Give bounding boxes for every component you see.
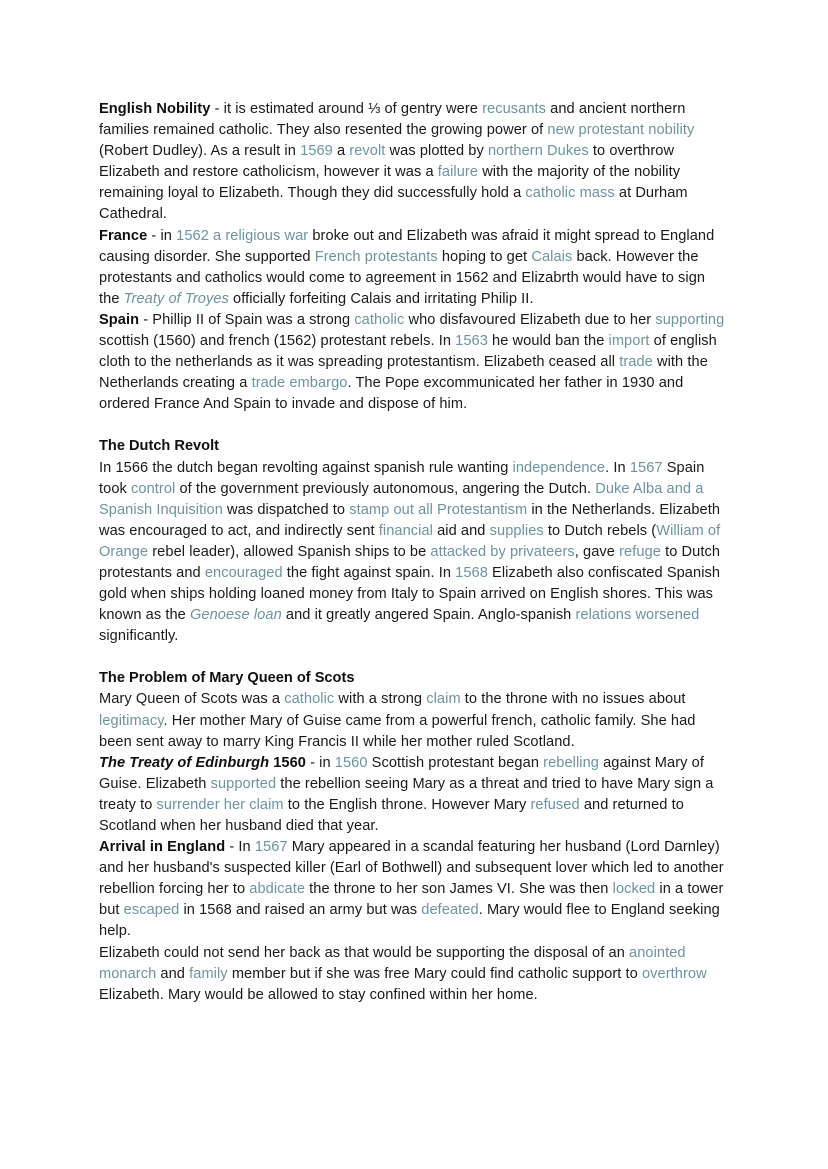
highlighted-text: relations worsened (575, 607, 700, 624)
body-text: of the government previously autonomous, angering the Dutch. (175, 480, 596, 497)
highlighted-text: Treaty of Troyes (123, 290, 229, 307)
body-text: was plotted by (385, 143, 488, 160)
body-text: and ancient northern families remained catholic. They also resented the growing power of (99, 101, 686, 139)
body-text: he would ban the (487, 333, 609, 350)
paragraph (99, 458, 727, 648)
body-text: and (156, 965, 190, 982)
highlighted-text: 1560 (334, 754, 368, 771)
highlighted-text: escaped (123, 902, 180, 919)
emphasis-text: The Treaty of Edinburgh (99, 754, 270, 771)
body-text: member but if she was free Mary could find catholic support to (227, 965, 642, 982)
highlighted-text: defeated (421, 902, 479, 919)
body-text: broke out and Elizabeth was afraid it might spread to England causing disorder. She supported (99, 227, 715, 265)
body-text: , gave (574, 543, 620, 560)
section-heading: The Problem of Mary Queen of Scots (99, 670, 355, 687)
emphasis-text: Spain (99, 311, 140, 328)
highlighted-text: catholic mass (525, 185, 615, 202)
emphasis-text: France (99, 227, 148, 244)
highlighted-text: attacked by privateers (430, 543, 575, 560)
body-text: with a strong (334, 691, 427, 708)
highlighted-text: Duke Alba and a Spanish Inquisition (99, 480, 704, 518)
section-spacer (99, 415, 727, 436)
body-text: the rebellion seeing Mary as a threat and tried to have Mary sign a treaty to (99, 775, 714, 813)
section-spacer (99, 647, 727, 668)
paragraph (99, 943, 727, 1006)
highlighted-text: stamp out all Protestantism (349, 501, 528, 518)
highlighted-text: supported (210, 775, 277, 792)
body-text: . In (605, 459, 630, 476)
highlighted-text: anointed monarch (99, 944, 686, 982)
emphasis-text: Arrival in England (99, 839, 226, 856)
body-text: the throne to her son James VI. She was then (305, 881, 613, 898)
highlighted-text: French protestants (314, 248, 438, 265)
body-text: a (332, 143, 350, 160)
body-text: to the throne with no issues about (460, 691, 686, 708)
document-content (99, 99, 727, 1006)
body-text: significantly. (99, 628, 179, 645)
highlighted-text: encouraged (204, 564, 283, 581)
body-text: against Mary of Guise. Elizabeth (99, 754, 704, 792)
body-text: Mary appeared in a scandal featuring her husband (Lord Darnley) and her husband's suspected killer (Earl of Bothwell) and subsequent lover which led to another rebellion forcing her to (99, 839, 724, 898)
body-text: and returned to Scotland when her husband died that year. (99, 796, 684, 834)
emphasis-text: English Nobility (99, 101, 211, 117)
body-text: Elizabeth also confiscated Spanish gold when ships holding loaned money from Italy to Spain arrived on English shores. This was known as the (99, 564, 721, 624)
highlighted-text: catholic (284, 691, 335, 708)
body-text: to Dutch protestants and (99, 543, 721, 581)
highlighted-text: Genoese loan (190, 607, 282, 624)
highlighted-text: overthrow (641, 965, 707, 982)
highlighted-text: catholic (354, 311, 405, 328)
body-text: with the majority of the nobility remaining loyal to Elizabeth. Though they did successfully hold a (99, 164, 681, 202)
body-text: (Robert Dudley). As a result in (99, 143, 301, 160)
highlighted-text: northern Dukes (487, 143, 589, 160)
highlighted-text: financial (378, 522, 433, 539)
highlighted-text: 1563 (455, 333, 488, 350)
body-text: Mary Queen of Scots was a (99, 691, 285, 708)
body-text: the fight against spain. In (282, 564, 456, 581)
highlighted-text: import (608, 333, 650, 350)
paragraph (99, 226, 727, 310)
body-text: at Durham Cathedral. (99, 185, 688, 223)
body-text: who disfavoured Elizabeth due to her (404, 311, 656, 328)
highlighted-text: control (131, 480, 176, 497)
body-text: In 1566 the dutch began revolting against spanish rule wanting (99, 459, 513, 476)
highlighted-text: family (189, 965, 228, 982)
highlighted-text: recusants (482, 101, 547, 117)
highlighted-text: new protestant nobility (547, 122, 695, 139)
highlighted-text: revolt (349, 143, 386, 160)
highlighted-text: 1568 (455, 564, 488, 581)
highlighted-text: independence (512, 459, 606, 476)
body-text: to Dutch rebels ( (543, 522, 657, 539)
body-text: - In (225, 839, 255, 856)
body-text: - in (147, 227, 177, 244)
highlighted-text: abdicate (249, 881, 306, 898)
highlighted-text: supporting (655, 311, 725, 328)
highlighted-text: Calais (531, 248, 573, 265)
body-text: in the Netherlands. Elizabeth was encouraged to act, and indirectly sent (99, 501, 721, 539)
body-text: aid and (432, 522, 490, 539)
body-text: Elizabeth. Mary would be allowed to stay confined within her home. (99, 986, 538, 1003)
highlighted-text: 1562 a religious war (176, 227, 309, 244)
highlighted-text: refused (530, 796, 580, 813)
body-text: Elizabeth could not send her back as that would be supporting the disposal of an (99, 944, 630, 961)
body-text: in 1568 and raised an army but was (179, 902, 422, 919)
highlighted-text: rebelling (543, 754, 599, 771)
body-text: of english cloth to the netherlands as it was spreading protestantism. Elizabeth ceased all (99, 333, 717, 371)
body-text: scottish (1560) and french (1562) protestant rebels. In (99, 333, 456, 350)
paragraph (99, 99, 727, 226)
highlighted-text: 1567 (629, 459, 663, 476)
body-text: - it is estimated around ⅓ of gentry were (210, 101, 483, 117)
paragraph (99, 837, 727, 942)
highlighted-text: claim (426, 691, 461, 708)
body-text: with the Netherlands creating a (99, 354, 708, 392)
body-text: . The Pope excommunicated her father in 1930 and ordered France And Spain to invade and dispose of him. (99, 375, 684, 413)
body-text: - Phillip II of Spain was a strong (139, 311, 355, 328)
highlighted-text: William of Orange (99, 522, 721, 560)
body-text: hoping to get (437, 248, 532, 265)
highlighted-text: supplies (489, 522, 544, 539)
body-text: to overthrow Elizabeth and restore catholicism, however it was a (99, 143, 675, 181)
highlighted-text: legitimacy (99, 712, 164, 729)
section-heading: The Dutch Revolt (99, 438, 219, 455)
highlighted-text: trade embargo (251, 375, 348, 392)
highlighted-text: refuge (619, 543, 661, 560)
highlighted-text: 1569 (300, 143, 333, 160)
body-text: officially forfeiting Calais and irritating Philip II. (228, 290, 534, 307)
paragraph (99, 753, 727, 837)
body-text: . Mary would flee to England seeking help. (99, 902, 720, 940)
highlighted-text: 1567 (254, 839, 288, 856)
body-text: was dispatched to (222, 501, 350, 518)
body-text: . Her mother Mary of Guise came from a powerful french, catholic family. She had been sent away to marry King Francis II while her mother ruled Scotland. (99, 712, 696, 750)
paragraph (99, 310, 727, 415)
body-text: rebel leader), allowed Spanish ships to be (148, 543, 431, 560)
body-text: Scottish protestant began (367, 754, 544, 771)
highlighted-text: trade (619, 354, 653, 371)
highlighted-text: surrender her claim (156, 796, 284, 813)
highlighted-text: failure (437, 164, 479, 181)
paragraph (99, 689, 727, 752)
body-text: back. However the protestants and catholics would come to agreement in 1562 and Elizabrth would have to sign the (99, 248, 706, 307)
highlighted-text: locked (612, 881, 656, 898)
body-text: to the English throne. However Mary (283, 796, 531, 813)
body-text: - in (305, 754, 335, 771)
emphasis-text: 1560 (269, 754, 306, 771)
body-text: and it greatly angered Spain. Anglo-spanish (281, 607, 576, 624)
body-text: in a tower but (99, 881, 724, 919)
body-text: Spain took (99, 459, 705, 497)
